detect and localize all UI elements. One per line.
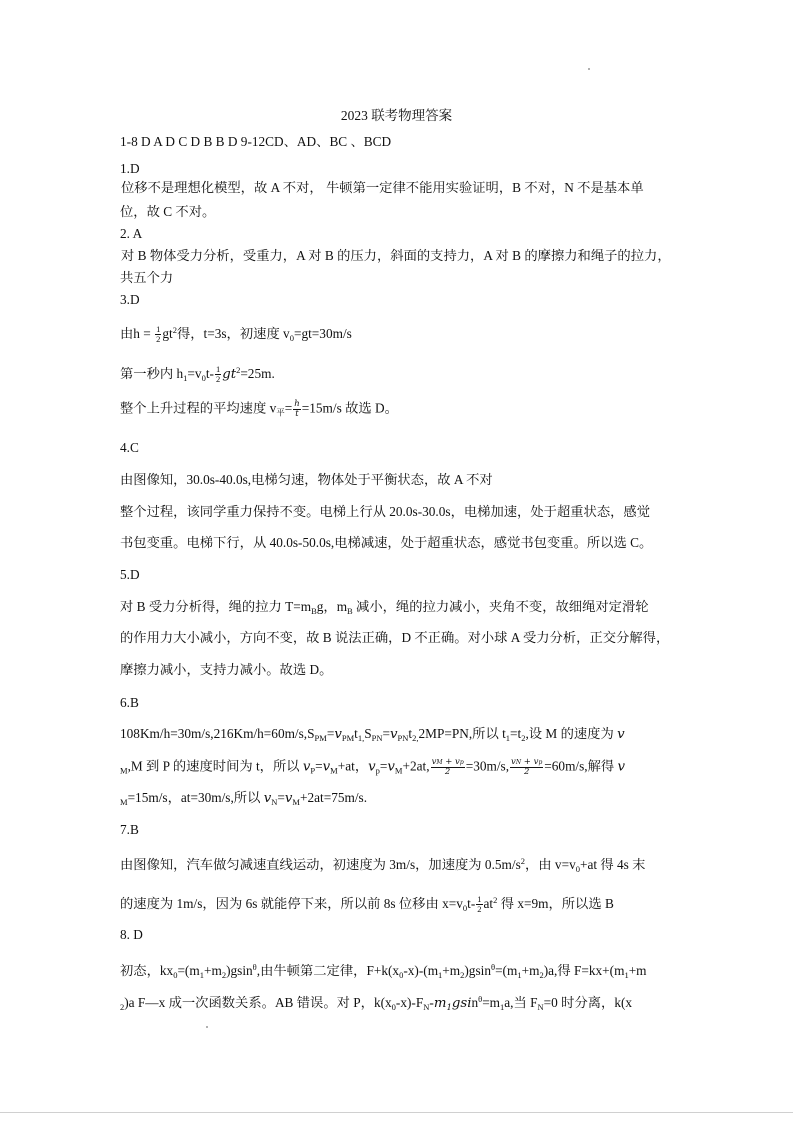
q7-text-2 <box>120 892 614 916</box>
fraction <box>293 400 300 419</box>
q8-text-2 <box>120 991 632 1016</box>
superscript: 2 <box>520 856 526 866</box>
text-run: + v <box>442 757 460 767</box>
text-run: )gsin <box>226 963 253 978</box>
text-run: 整个上升过程的平均速度 v <box>120 400 277 416</box>
text-run: ,M 到 P 的速度时间为 t，所以 <box>127 758 303 774</box>
answer-key: 1-8 D A D C D B B D 9-12CD、AD、BC 、BCD <box>120 134 392 149</box>
text-run: t <box>354 726 358 741</box>
document-title: 2023 联考物理答案 <box>340 108 453 123</box>
frac-den: 2 <box>444 767 451 777</box>
subscript: 1 <box>624 970 629 980</box>
subscript: 2 <box>120 1002 125 1012</box>
footer-dot <box>206 1026 208 1028</box>
text-run: ，由 v=v <box>525 857 576 872</box>
text-run: +m <box>442 963 461 978</box>
text-run: 由图像知，汽车做匀减速直线运动，初速度为 3m/s，加速度为 0.5m/s <box>120 857 521 872</box>
q2-text-2: 共五个力 <box>120 270 174 285</box>
text-run: v <box>431 757 437 767</box>
text-run: gt <box>162 326 173 341</box>
text-run: +2at, <box>402 758 430 774</box>
superscript: θ <box>252 962 257 972</box>
subscript: 1 <box>446 1003 452 1013</box>
frac-num: h <box>294 399 300 409</box>
text-run: =v <box>187 366 202 381</box>
q5-head: 5.D <box>120 567 140 582</box>
subscript: N <box>515 759 522 766</box>
q4-text-3: 书包变重。电梯下行，从 40.0s-50.0s,电梯减速，处于超重状态，感觉书包变重。所以选 C。 <box>120 535 653 550</box>
q3-text-1 <box>120 322 352 346</box>
text-run: =15m/s 故选 D。 <box>301 400 398 416</box>
frac-den: 2 <box>477 904 482 915</box>
text-run: v <box>511 757 516 767</box>
text-run: t <box>408 726 413 741</box>
text-run: 减小，绳的拉力减小，夹角不变，故细绳对定滑轮 <box>352 599 649 614</box>
superscript: 2 <box>493 895 498 905</box>
text-run: = <box>382 726 390 741</box>
subscript: p <box>375 765 380 776</box>
text-run: 第一秒内 h <box>120 366 184 381</box>
text-run: 的速度为 1m/s，因为 6s 就能停下来，所以前 8s 位移由 x=v <box>120 896 463 911</box>
text-run: =0 时分离，k(x <box>543 995 633 1010</box>
fraction <box>510 758 543 777</box>
q6-text-3 <box>120 790 367 810</box>
text-run: 108Km/h=30m/s,216Km/h=60m/s,S <box>120 726 315 741</box>
text-run: +m <box>203 963 222 978</box>
subscript: 2 <box>521 733 526 743</box>
math-run: v <box>617 759 626 775</box>
text-run: +2at=75m/s. <box>299 790 368 805</box>
text-run: )a,得 F=kx+(m <box>543 963 625 978</box>
q4-text-2: 整个过程，该同学重力保持不变。电梯上行从 20.0s-30.0s，电梯加速，处于超重状态，感觉 <box>120 504 651 519</box>
q4-head: 4.C <box>120 440 139 455</box>
q7-text-1 <box>120 853 645 877</box>
text-run: = <box>284 400 293 416</box>
text-run: 由h = <box>120 326 155 341</box>
frac-den: 2 <box>215 374 221 385</box>
subscript: 1 <box>199 970 204 980</box>
text-run: +m <box>628 963 647 978</box>
subscript: 0 <box>201 373 206 383</box>
text-run: = <box>277 790 285 805</box>
text-run: = <box>315 758 323 774</box>
text-run: =gt=30m/s <box>293 326 352 341</box>
subscript: N <box>537 1002 544 1012</box>
text-run: 得，t=3s，初速度 v <box>176 326 290 341</box>
q2-text-1: 对 B 物体受力分析，受重力，A 对 B 的压力，斜面的支持力，A 对 B 的摩擦力和绳子的拉力， <box>121 248 671 263</box>
text-run: - <box>429 995 434 1010</box>
superscript: θ <box>490 962 496 972</box>
subscript: 2, <box>412 733 419 743</box>
math-run: v <box>368 759 376 775</box>
text-run: 初态，kx <box>120 963 174 978</box>
math-run: v <box>387 759 395 775</box>
subscript: 2 <box>221 970 227 980</box>
subscript: N <box>423 1002 430 1012</box>
text-run: a,当 F <box>504 995 538 1010</box>
q3-head: 3.D <box>120 292 140 307</box>
q5-text-3: 摩擦力减小，支持力减小。故选 D。 <box>120 662 333 677</box>
subscript: PN <box>397 733 409 743</box>
subscript: M <box>394 765 403 776</box>
subscript: PM <box>341 733 355 743</box>
frac-num: 1 <box>477 894 482 905</box>
subscript: 1 <box>183 373 188 383</box>
text-run: +at 得 4s 末 <box>579 857 646 872</box>
q5-text-1 <box>120 599 649 619</box>
text-run: =30m/s, <box>465 758 510 774</box>
page-bottom-rule <box>0 1112 793 1113</box>
text-run: =15m/s，at=30m/s,所以 <box>127 790 264 805</box>
math-run: v <box>302 759 311 775</box>
text-run: =(m <box>495 963 518 978</box>
text-run: )gsin <box>464 963 491 978</box>
text-run: )a F—x 成一次函数关系。AB 错误。对 P，k(x <box>124 995 392 1010</box>
q6-text-1 <box>120 726 625 746</box>
text-run: = <box>379 758 388 774</box>
text-run: =25m. <box>240 366 275 381</box>
subscript: 0 <box>575 864 580 874</box>
subscript: M <box>330 765 338 776</box>
subscript: M <box>436 759 443 766</box>
q5-text-2: 的作用力大小减小，方向不变，故 B 说法正确，D 不正确。对小球 A 受力分析，正交分解得， <box>120 630 670 645</box>
math-run: gsi <box>451 996 472 1011</box>
q8-text-1 <box>120 959 647 983</box>
q6-head: 6.B <box>120 695 139 710</box>
subscript: M <box>120 797 128 807</box>
text-run: 2MP=PN,所以 t <box>418 726 506 741</box>
text-run: -x)-F <box>395 995 424 1010</box>
subscript: PN <box>371 733 383 743</box>
q8-head: 8. D <box>120 927 143 942</box>
fraction <box>215 365 221 384</box>
superscript: 2 <box>172 325 177 335</box>
frac-num: 1 <box>215 364 221 375</box>
subscript: M <box>292 797 300 807</box>
text-run: ,由牛顿第二定律，F+k(x <box>256 963 400 978</box>
subscript: B <box>311 606 317 616</box>
subscript: 1 <box>438 970 443 980</box>
subscript: p <box>459 759 464 766</box>
frac-den: 2 <box>523 767 530 777</box>
subscript: 0 <box>462 903 468 913</box>
text-run: -x)-(m <box>403 963 439 978</box>
subscript: 2 <box>460 970 465 980</box>
subscript: 平 <box>276 407 285 418</box>
subscript: 0 <box>289 333 294 343</box>
subscript: 1 <box>517 970 522 980</box>
text-run: t- <box>205 366 214 381</box>
q1-text-2: 位，故 C 不对。 <box>120 204 216 219</box>
q2-head: 2. A <box>120 226 143 241</box>
math-run: gt <box>222 367 237 382</box>
fraction <box>431 758 465 777</box>
text-run: n <box>471 995 479 1010</box>
superscript: θ <box>478 994 483 1004</box>
text-run: =t <box>510 726 522 741</box>
text-run: = <box>326 726 335 741</box>
fraction <box>155 325 161 344</box>
math-run: m <box>433 996 447 1011</box>
math-run: v <box>284 791 293 806</box>
subscript: 1 <box>505 733 511 743</box>
q3-text-3 <box>120 400 398 421</box>
text-run: +m <box>521 963 540 978</box>
text-run: =60m/s,解得 <box>544 758 618 774</box>
text-run: t- <box>467 896 476 911</box>
text-run: ,设 M 的速度为 <box>525 726 618 741</box>
math-run: v <box>390 727 398 742</box>
subscript: PM <box>314 733 327 743</box>
subscript: M <box>120 765 128 776</box>
text-run: S <box>364 726 372 741</box>
subscript: 2 <box>539 970 544 980</box>
subscript: 0 <box>391 1002 396 1012</box>
subscript: P <box>310 765 316 776</box>
q1-head: 1.D <box>120 161 140 176</box>
subscript: 1, <box>357 733 365 743</box>
text-run: 对 B 受力分析得，绳的拉力 T=m <box>120 599 312 614</box>
q4-text-1: 由图像知，30.0s-40.0s,电梯匀速，物体处于平衡状态，故 A 不对 <box>120 472 493 487</box>
corner-dot <box>588 68 590 70</box>
subscript: B <box>347 606 353 616</box>
text-run: +at， <box>337 758 369 774</box>
q6-text-2 <box>120 758 625 779</box>
text-run: =(m <box>177 963 200 978</box>
q7-head: 7.B <box>120 822 139 837</box>
subscript: N <box>271 797 278 807</box>
subscript: 0 <box>399 970 404 980</box>
text-run: at <box>483 896 494 911</box>
q1-text-1: 位移不是理想化模型，故 A 不对， 牛顿第一定律不能用实验证明，B 不对，N 不是基本单 <box>121 180 644 195</box>
subscript: p <box>538 759 543 766</box>
text-run: =m <box>482 995 501 1010</box>
fraction <box>476 895 482 914</box>
superscript: 2 <box>236 365 241 375</box>
frac-den: 2 <box>156 334 161 345</box>
math-run: v <box>617 727 625 742</box>
subscript: 1 <box>500 1002 505 1012</box>
math-run: v <box>334 727 342 742</box>
frac-den: t <box>295 409 299 419</box>
math-run: v <box>322 759 331 775</box>
text-run: g，m <box>316 599 348 614</box>
math-run: v <box>263 791 272 806</box>
frac-num: 1 <box>156 324 161 335</box>
q3-text-2 <box>120 362 275 386</box>
text-run: 得 x=9m，所以选 B <box>497 896 614 911</box>
text-run: + v <box>521 757 539 767</box>
subscript: 0 <box>173 970 178 980</box>
